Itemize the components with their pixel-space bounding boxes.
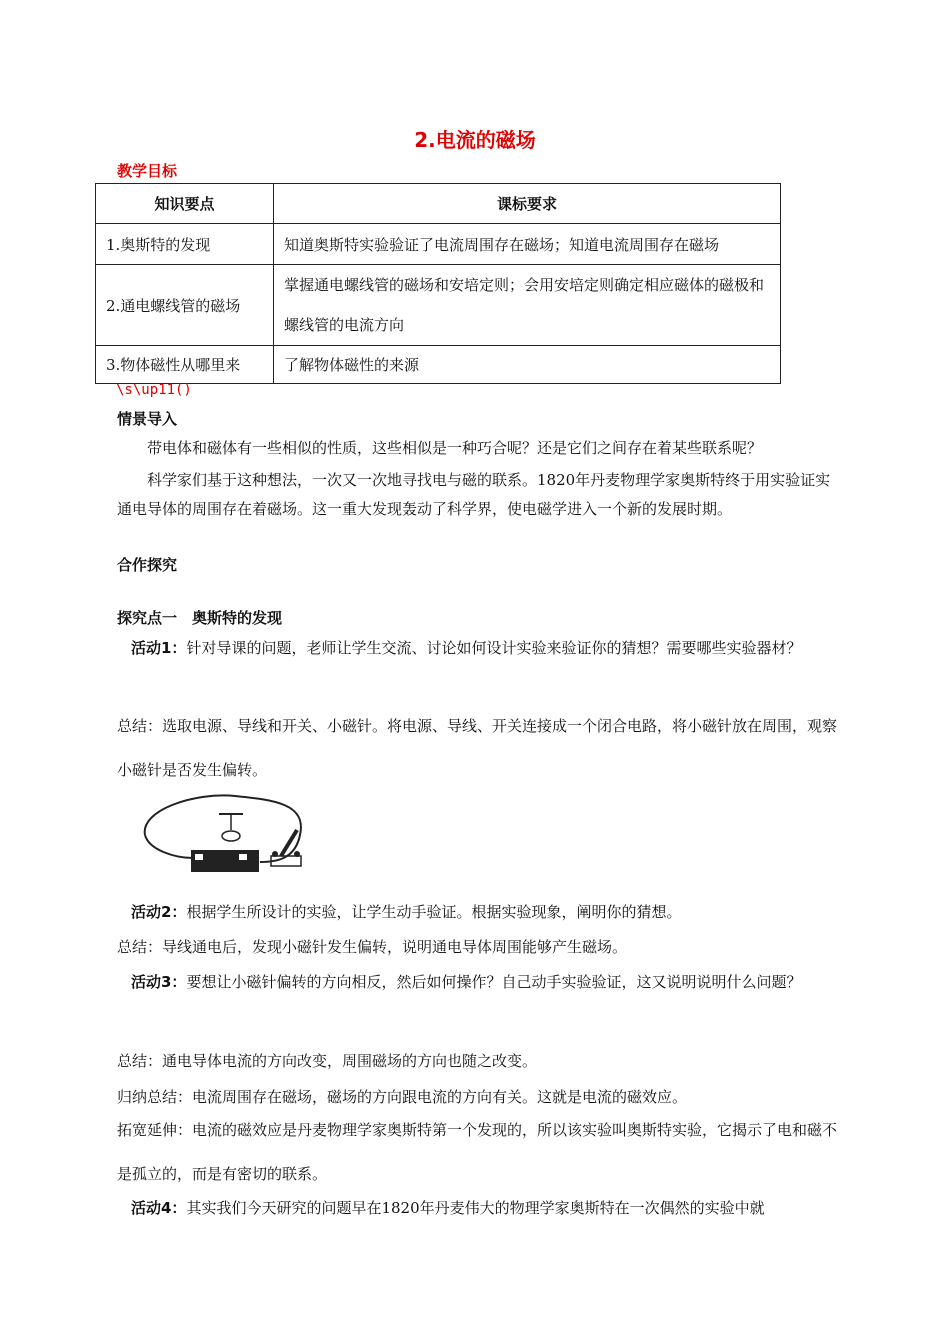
table-row [96, 346, 781, 384]
activity-1-label: 活动1： [131, 639, 187, 657]
summary-3: 总结：通电导体电流的方向改变，周围磁场的方向也随之改变。 [117, 1052, 538, 1070]
table-cell-req: 知道奥斯特实验验证了电流周围存在磁场；知道电流周围存在磁场 [274, 224, 781, 265]
page-title: 2.电流的磁场 [414, 128, 536, 152]
activity-4-text: 其实我们今天研究的问题早在1820年丹麦伟大的物理学家奥斯特在一次偶然的实验中就 [186, 1199, 765, 1217]
table-cell-req: 掌握通电螺线管的磁场和安培定则；会用安培定则确定相应磁体的磁极和螺线管的电流方向 [274, 265, 781, 346]
oersted-experiment-illustration [135, 790, 305, 880]
intro-paragraph-1: 带电体和磁体有一些相似的性质，这些相似是一种巧合呢？还是它们之间存在着某些联系呢？ [147, 439, 763, 457]
table-header-row [96, 184, 781, 224]
table-row [96, 224, 781, 265]
activity-4-label: 活动4： [131, 1199, 187, 1217]
table-header-point: 知识要点 [96, 184, 274, 224]
activity-1-text: 针对导课的问题，老师让学生交流、讨论如何设计实验来验证你的猜想？需要哪些实验器材？ [186, 639, 802, 657]
summary-2: 总结：导线通电后，发现小磁针发生偏转，说明通电导体周围能够产生磁场。 [117, 938, 628, 956]
intro-paragraph-2: 科学家们基于这种想法，一次又一次地寻找电与磁的联系。1820年丹麦物理学家奥斯特终于用实验证实通电导体的周围存在着磁场。这一重大发现轰动了科学界，使电磁学进入一个新的发展时期。 [117, 471, 831, 518]
table-cell-point: 1.奥斯特的发现 [96, 224, 274, 265]
activity-4 [117, 1186, 839, 1230]
activity-2-text: 根据学生所设计的实验，让学生动手验证。根据实验现象，阐明你的猜想。 [186, 903, 682, 921]
table-cell-point: 2.通电螺线管的磁场 [96, 265, 274, 346]
induction-summary: 归纳总结：电流周围存在磁场，磁场的方向跟电流的方向有关。这就是电流的磁效应。 [117, 1088, 688, 1106]
field-code-text: \s\up11() [116, 382, 192, 398]
summary-1: 总结：选取电源、导线和开关、小磁针。将电源、导线、开关连接成一个闭合电路，将小磁针放在周围，观察小磁针是否发生偏转。 [117, 717, 838, 779]
intro-heading: 情景导入 [117, 410, 178, 428]
extension-text: 拓宽延伸：电流的磁效应是丹麦物理学家奥斯特第一个发现的，所以该实验叫奥斯特实验，它揭示了电和磁不是孤立的，而是有密切的联系。 [117, 1121, 838, 1183]
activity-3-label: 活动3： [131, 973, 187, 991]
activity-2-label: 活动2： [131, 903, 187, 921]
activity-2 [117, 890, 839, 934]
objectives-heading: 教学目标 [117, 162, 178, 180]
activity-1 [117, 626, 839, 670]
explore-heading: 探究点一 奥斯特的发现 [117, 609, 283, 627]
table-cell-point: 3.物体磁性从哪里来 [96, 346, 274, 384]
table-row [96, 265, 781, 346]
activity-3 [117, 960, 839, 1004]
table-cell-req: 了解物体磁性的来源 [274, 346, 781, 384]
objectives-table [95, 183, 781, 384]
activity-3-text: 要想让小磁针偏转的方向相反，然后如何操作？自己动手实验验证，这又说明说明什么问题？ [186, 973, 802, 991]
table-header-req: 课标要求 [274, 184, 781, 224]
coop-heading: 合作探究 [117, 556, 178, 574]
